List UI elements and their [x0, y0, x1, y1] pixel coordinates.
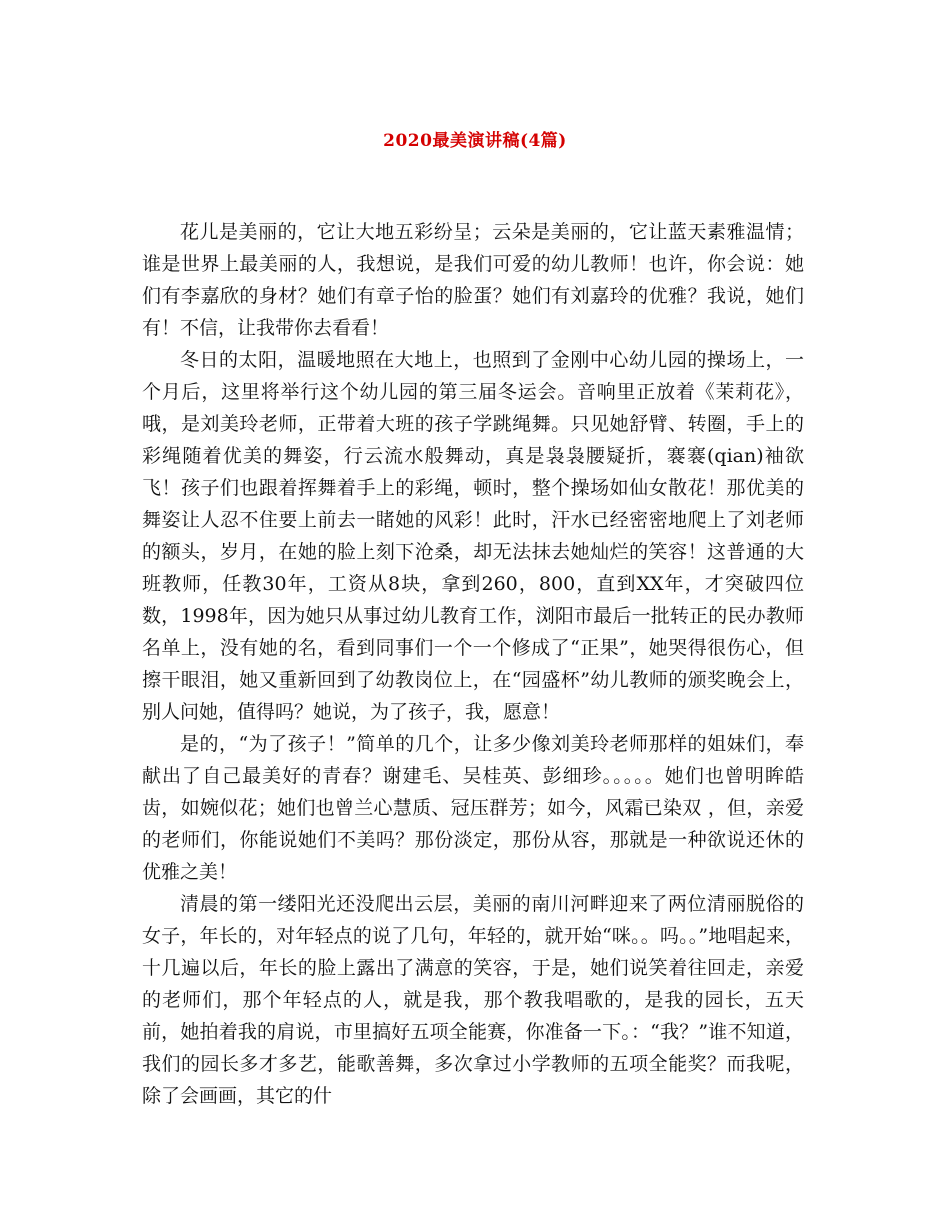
paragraph: 冬日的太阳，温暖地照在大地上，也照到了金刚中心幼儿园的操场上，一个月后，这里将举行这个幼儿园的第三届冬运会。音响里正放着《茉莉花》，哦，是刘美玲老师，正带着大班的孩子学跳绳舞。只见她舒臂、转圈，手上的彩绳随着优美的舞姿，行云流水般舞动，真是袅袅腰疑折，褰褰(qian)袖欲飞！孩子们也跟着挥舞着手上的彩绳，顿时，整个操场如仙女散花！那优美的舞姿让人忍不住要上前去一睹她的风彩！此时，汗水已经密密地爬上了刘老师的额头，岁月，在她的脸上刻下沧桑，却无法抹去她灿烂的笑容！这普通的大班教师，任教30年，工资从8块，拿到260，800，直到XX年，才突破四位数，1998年，因为她只从事过幼儿教育工作，浏阳市最后一批转正的民办教师名单上，没有她的名，看到同事们一个一个修成了“正果”，她哭得很伤心，但擦干眼泪，她又重新回到了幼教岗位上，在“园盛杯”幼儿教师的颁奖晚会上，别人问她，值得吗？她说，为了孩子，我，愿意！ [142, 349, 804, 723]
paragraph: 花儿是美丽的，它让大地五彩纷呈；云朵是美丽的，它让蓝天素雅温情；谁是世界上最美丽的人，我想说，是我们可爱的幼儿教师！也许，你会说：她们有李嘉欣的身材？她们有章子怡的脸蛋？她们有刘嘉玲的优雅？我说，她们有！不信，让我带你去看看！ [142, 221, 804, 339]
paragraph: 是的，“为了孩子！”简单的几个，让多少像刘美玲老师那样的姐妹们，奉献出了自己最美好的青春？谢建毛、吴桂英、彭细珍。。。。。她们也曾明眸皓齿，如婉似花；她们也曾兰心慧质、冠压群芳；如今，风霜已染双 ，但，亲爱的老师们，你能说她们不美吗？那份淡定，那份从容，那就是一种欲说还休的优雅之美！ [142, 733, 804, 883]
document-title: 2020最美演讲稿(4篇) [383, 131, 567, 151]
document-body [142, 216, 804, 1112]
paragraph: 清晨的第一缕阳光还没爬出云层，美丽的南川河畔迎来了两位清丽脱俗的女子，年长的，对年轻点的说了几句，年轻的，就开始“咪。。吗。。”地唱起来，十几遍以后，年长的脸上露出了满意的笑容，于是，她们说笑着往回走，亲爱的老师们，那个年轻点的人，就是我，那个教我唱歌的，是我的园长，五天前，她拍着我的肩说，市里搞好五项全能赛，你准备一下。：“我？”谁不知道，我们的园长多才多艺，能歌善舞，多次拿过小学教师的五项全能奖？而我呢，除了会画画，其它的什 [142, 893, 804, 1107]
